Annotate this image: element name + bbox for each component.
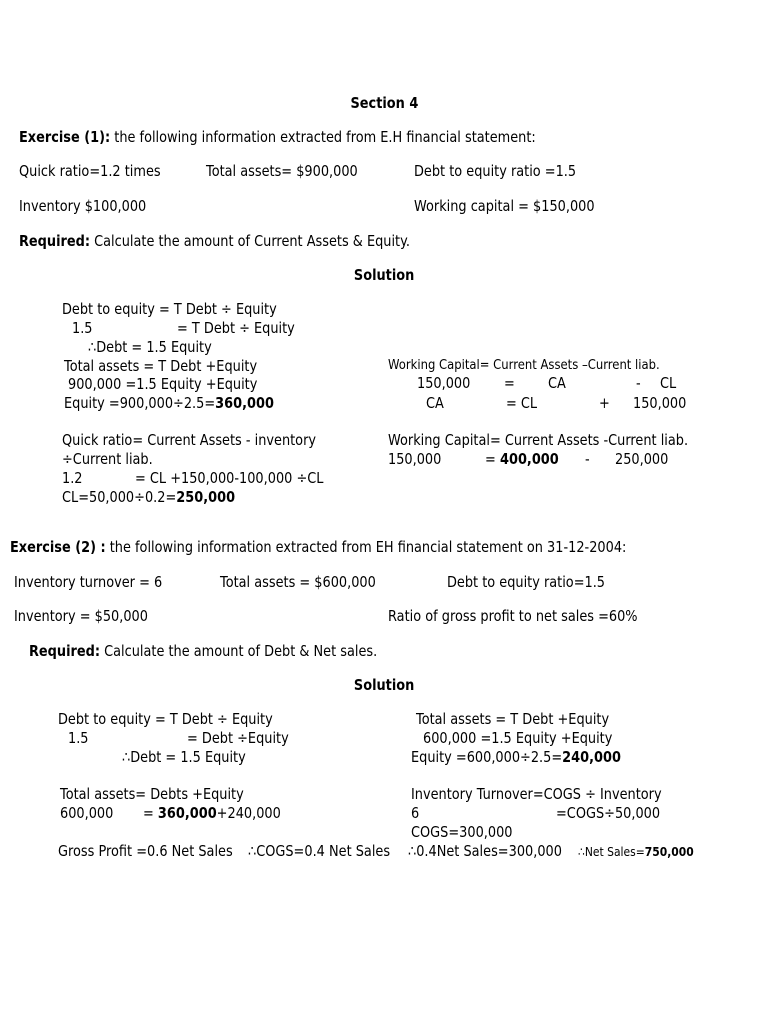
- ex1-left-line-10: CL=50,000÷0.2=250,000: [62, 488, 236, 506]
- ex1-right-line-4: Working Capital= Current Assets -Current liab.: [388, 431, 689, 449]
- ex1-right-line-3c: +: [599, 394, 610, 412]
- ex1-left-line-3: ∴Debt = 1.5 Equity: [88, 338, 212, 356]
- ex1-right-line-2d: -: [636, 374, 641, 392]
- ex1-right-line-2c: CA: [548, 374, 566, 392]
- ex1-right-line-1: Working Capital= Current Assets –Current liab.: [388, 357, 660, 373]
- ex1-right-line-5e: 250,000: [615, 450, 669, 468]
- ex1-left-line-1: Debt to equity = T Debt ÷ Equity: [62, 300, 277, 318]
- ex2-bottom-cogs: ∴COGS=0.4 Net Sales: [248, 842, 391, 860]
- ex1-left-line-5: 900,000 =1.5 Equity +Equity: [68, 375, 258, 393]
- ex2-left-line-5b: = 360,000+240,000: [143, 804, 281, 822]
- ex2-right-line-3: Equity =600,000÷2.5=240,000: [411, 748, 621, 766]
- ex1-inventory: Inventory $100,000: [19, 197, 147, 215]
- ex2-total-assets: Total assets = $600,000: [220, 573, 376, 591]
- ex2-right-line-1: Total assets = T Debt +Equity: [416, 710, 610, 728]
- ex1-right-line-2a: 150,000: [417, 374, 471, 392]
- ex1-solution-title: Solution: [353, 266, 415, 284]
- ex2-solution-title: Solution: [353, 676, 415, 694]
- ex1-left-line-8: ÷Current liab.: [62, 450, 153, 468]
- ex1-total-assets: Total assets= $900,000: [206, 162, 358, 180]
- section-title: Section 4: [350, 94, 418, 112]
- ex2-right-line-5b: =COGS÷50,000: [556, 804, 661, 822]
- ex1-right-line-5c: 400,000: [500, 450, 559, 468]
- ex1-right-line-2b: =: [504, 374, 515, 392]
- ex2-right-line-6: COGS=300,000: [411, 823, 513, 841]
- ex2-left-line-1: Debt to equity = T Debt ÷ Equity: [58, 710, 273, 728]
- ex1-left-line-2a: 1.5: [72, 319, 93, 337]
- ex1-right-line-3a: CA: [426, 394, 444, 412]
- ex2-left-line-3: ∴Debt = 1.5 Equity: [122, 748, 246, 766]
- ex2-inventory: Inventory = $50,000: [14, 607, 148, 625]
- ex1-right-line-3d: 150,000: [633, 394, 687, 412]
- ex2-right-line-5a: 6: [411, 804, 420, 822]
- ex1-working-capital: Working capital = $150,000: [414, 197, 595, 215]
- exercise-2-heading: Exercise (2) : the following information extracted from EH financial statement on 31-12-2004:: [10, 538, 627, 556]
- ex2-right-line-2: 600,000 =1.5 Equity +Equity: [423, 729, 613, 747]
- ex2-left-line-4: Total assets= Debts +Equity: [60, 785, 244, 803]
- ex1-left-line-4: Total assets = T Debt +Equity: [64, 357, 258, 375]
- ex2-gross-profit-ratio: Ratio of gross profit to net sales =60%: [388, 607, 638, 625]
- ex2-required: Required: Calculate the amount of Debt & Net sales.: [29, 642, 378, 660]
- ex2-bottom-net-sales-result: ∴Net Sales=750,000: [578, 844, 694, 859]
- exercise-1-heading: Exercise (1): the following information extracted from E.H financial statement:: [19, 128, 536, 146]
- ex1-right-line-3b: = CL: [506, 394, 538, 412]
- ex1-required: Required: Calculate the amount of Current Assets & Equity.: [19, 232, 411, 250]
- ex1-debt-equity-ratio: Debt to equity ratio =1.5: [414, 162, 577, 180]
- ex2-right-line-4: Inventory Turnover=COGS ÷ Inventory: [411, 785, 662, 803]
- ex1-right-line-5a: 150,000: [388, 450, 442, 468]
- ex2-left-line-5a: 600,000: [60, 804, 114, 822]
- ex2-inventory-turnover: Inventory turnover = 6: [14, 573, 163, 591]
- ex2-bottom-gross-profit: Gross Profit =0.6 Net Sales: [58, 842, 233, 860]
- ex2-left-line-2b: = Debt ÷Equity: [187, 729, 289, 747]
- ex1-left-line-2b: = T Debt ÷ Equity: [177, 319, 295, 337]
- ex2-debt-equity-ratio: Debt to equity ratio=1.5: [447, 573, 606, 591]
- ex1-right-line-2e: CL: [660, 374, 677, 392]
- ex2-bottom-net-sales-eq: ∴0.4Net Sales=300,000: [408, 842, 562, 860]
- ex1-quick-ratio: Quick ratio=1.2 times: [19, 162, 161, 180]
- ex1-left-line-9a: 1.2: [62, 469, 83, 487]
- ex1-left-line-7: Quick ratio= Current Assets - inventory: [62, 431, 317, 449]
- ex1-right-line-5b: =: [485, 450, 496, 468]
- ex1-left-line-6: Equity =900,000÷2.5=360,000: [64, 394, 274, 412]
- ex1-left-line-9b: = CL +150,000-100,000 ÷CL: [135, 469, 324, 487]
- ex2-left-line-2a: 1.5: [68, 729, 89, 747]
- ex1-right-line-5d: -: [585, 450, 590, 468]
